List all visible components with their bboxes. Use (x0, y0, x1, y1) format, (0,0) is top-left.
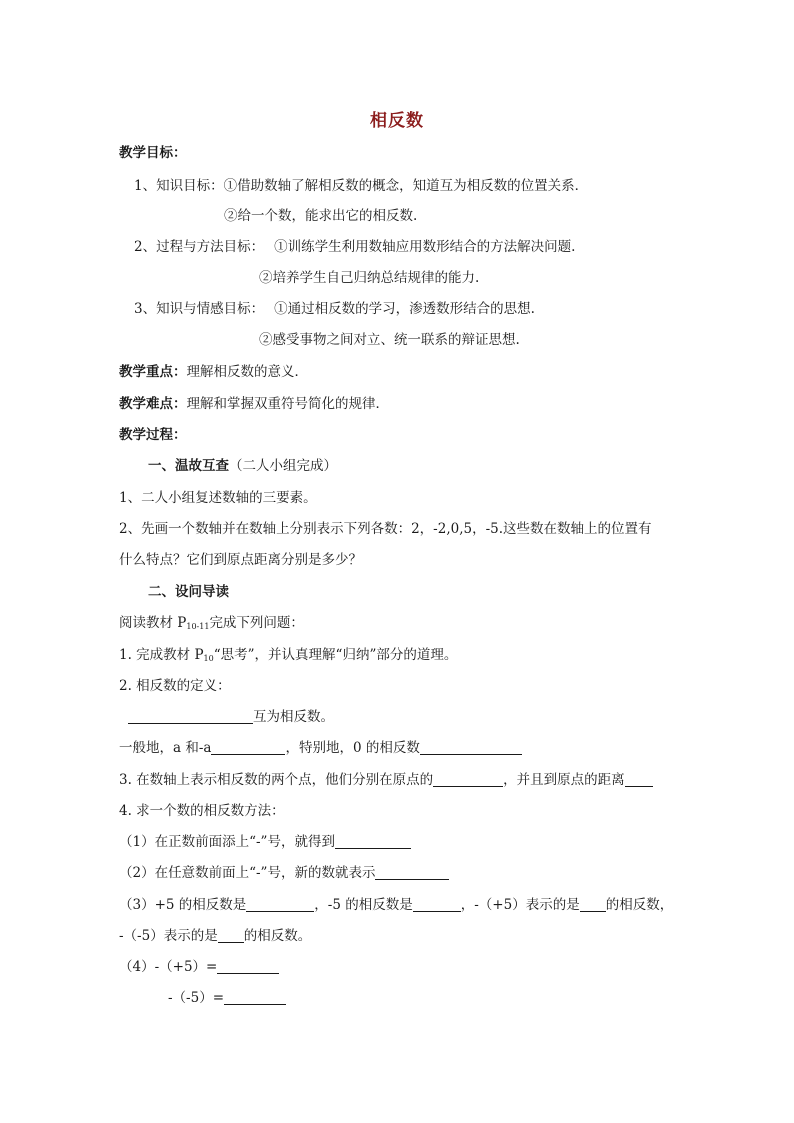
question-4-3-f: 的相反数。 (243, 928, 312, 944)
answer-blank-4-4-b[interactable] (224, 989, 286, 1005)
section-2-title: 二、设问导读 (148, 584, 229, 600)
question-4-3-e: -（-5）表示的是 (119, 928, 218, 944)
objective-2-label: 2、过程与方法目标： (134, 239, 265, 255)
objective-2-a: ①训练学生利用数轴应用数形结合的方法解决问题. (274, 239, 576, 255)
question-4-2-text: （2）在任意数前面上“-”号，新的数就表示 (119, 865, 376, 881)
key-point (119, 362, 308, 382)
answer-blank-neg-plus5[interactable] (580, 896, 606, 912)
answer-blank-4-2[interactable] (375, 864, 449, 880)
question-1 (119, 645, 457, 669)
objective-1-b: ②给一个数，能求出它的相反数. (224, 208, 418, 224)
question-2-general (119, 738, 522, 758)
key-point-text: 理解相反数的意义． (186, 364, 308, 380)
section-1-title (148, 456, 337, 476)
objectives-heading: 教学目标： (119, 145, 187, 161)
section-1-q2-line1: 2、先画一个数轴并在数轴上分别表示下列各数：2，-2,0,5，-5.这些数在数轴上的位置有 (119, 521, 652, 537)
objective-2-b: ②培养学生自己归纳总结规律的能力. (259, 270, 480, 286)
reading-instruction (119, 613, 304, 637)
question-4-2 (119, 863, 449, 883)
question-4: 4. 求一个数的相反数方法： (119, 803, 285, 819)
question-4-4-line2 (168, 988, 286, 1008)
answer-blank-general[interactable] (211, 739, 285, 755)
objective-3-a: ①通过相反数的学习，渗透数形结合的思想. (274, 301, 535, 317)
objective-1-a: ①借助数轴了解相反数的概念，知道互为相反数的位置关系． (223, 178, 589, 194)
question-2: 2. 相反数的定义： (119, 678, 231, 694)
section-1-title-text: 一、温故互查 (148, 458, 229, 474)
difficult-point-label: 教学难点： (119, 396, 187, 412)
section-1-q2-line2: 什么特点？它们到原点距离分别是多少？ (119, 552, 362, 568)
answer-blank-sides[interactable] (433, 771, 503, 787)
answer-blank-zero[interactable] (420, 739, 522, 755)
question-2-general-b: ，特别地，0 的相反数 (285, 740, 420, 756)
answer-blank-4-4-a[interactable] (217, 958, 279, 974)
objective-2 (134, 237, 575, 257)
reading-pre: 阅读教材 P (119, 615, 187, 631)
question-4-3-d: 的相反数， (605, 897, 674, 913)
answer-blank-minus5[interactable] (413, 896, 461, 912)
question-3-b: ，并且到原点的距离 (503, 772, 625, 788)
question-4-3-line1 (119, 895, 673, 915)
objective-3 (134, 299, 535, 319)
section-1-note: （二人小组完成） (229, 458, 337, 474)
question-1-page: 10 (203, 654, 214, 663)
question-3-a: 3. 在数轴上表示相反数的两个点，他们分别在原点的 (119, 772, 434, 788)
question-4-1 (119, 832, 411, 852)
reading-pages: 10-11 (186, 622, 210, 631)
question-4-3-a: （3）+5 的相反数是 (119, 897, 247, 913)
question-3 (119, 770, 653, 790)
key-point-label: 教学重点： (119, 364, 187, 380)
question-4-3-line2 (119, 926, 311, 946)
objective-3-label: 3、知识与情感目标： (134, 301, 265, 317)
objective-1 (134, 176, 588, 196)
question-2-definition (128, 707, 334, 727)
question-4-4-a: （4）-（+5）= (119, 959, 218, 975)
answer-blank-neg-minus5[interactable] (218, 927, 244, 943)
question-4-1-text: （1）在正数前面添上“-”号，就得到 (119, 834, 335, 850)
question-4-4-line1 (119, 957, 279, 977)
page-title: 相反数 (370, 111, 424, 131)
difficult-point-text: 理解和掌握双重符号简化的规律． (186, 396, 389, 412)
answer-blank-plus5[interactable] (246, 896, 314, 912)
reading-post: 完成下列问题： (209, 615, 304, 631)
process-heading: 教学过程： (119, 427, 187, 443)
objective-1-label: 1、知识目标： (134, 178, 224, 194)
question-4-3-b: ，-5 的相反数是 (314, 897, 413, 913)
question-4-4-b: -（-5）= (168, 990, 225, 1006)
answer-blank-4-1[interactable] (335, 833, 411, 849)
answer-blank-definition[interactable] (128, 708, 253, 724)
difficult-point (119, 394, 389, 414)
question-2-definition-post: 互为相反数。 (253, 709, 334, 725)
question-1-pre: 1. 完成教材 P (119, 647, 204, 663)
objective-3-b: ②感受事物之间对立、统一联系的辩证思想. (259, 332, 520, 348)
answer-blank-distance[interactable] (625, 771, 653, 787)
section-1-q1: 1、二人小组复述数轴的三要素。 (119, 490, 317, 506)
question-1-post: “思考”，并认真理解“归纳”部分的道理。 (213, 647, 458, 663)
question-2-general-a: 一般地，a 和-a (119, 740, 212, 756)
question-4-3-c: ，-（+5）表示的是 (460, 897, 580, 913)
